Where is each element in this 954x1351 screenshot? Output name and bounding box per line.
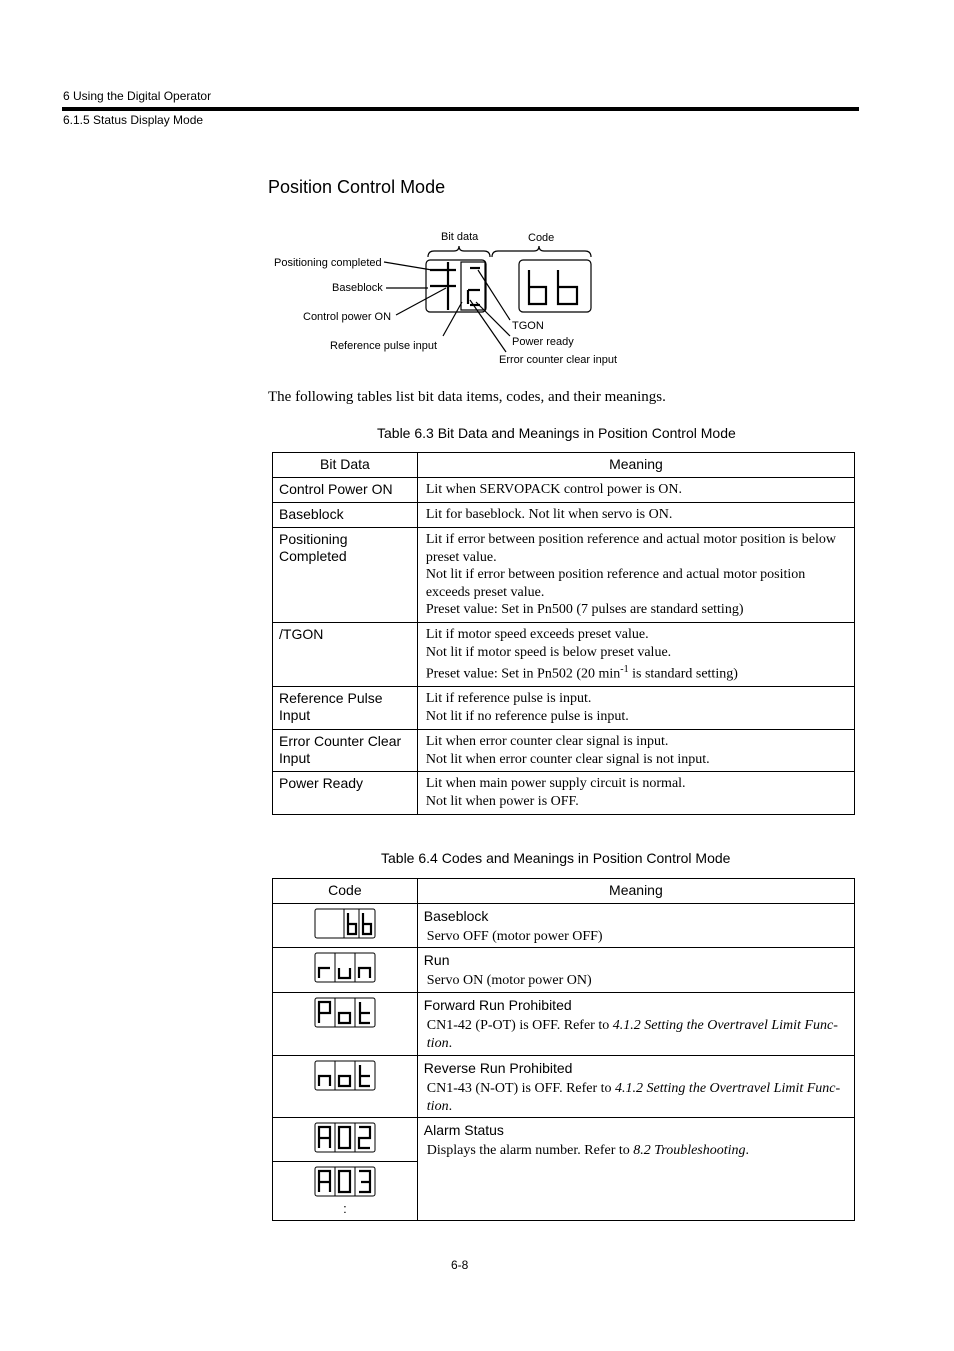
code-title: Reverse Run Prohibited xyxy=(423,1060,573,1076)
table1-caption: Table 6.3 Bit Data and Meanings in Position Control Mode xyxy=(377,425,736,441)
code-meaning xyxy=(417,1118,854,1221)
bit-meaning xyxy=(417,503,854,528)
header-bit-data: Bit Data xyxy=(273,453,418,478)
code-meaning xyxy=(417,904,854,948)
bit-item: Positioning Completed xyxy=(273,528,418,623)
code-description: CN1-42 (P-OT) is OFF. Refer to 4.1.2 Setting the Overtravel Limit Func-tion. xyxy=(426,1018,838,1051)
meaning-line: Not lit when power is OFF. xyxy=(425,793,579,809)
section-title: Position Control Mode xyxy=(268,177,446,197)
bit-meaning xyxy=(417,687,854,730)
meaning-line: Lit if error between position reference and actual motor position is below preset value. xyxy=(425,532,836,565)
meaning-line: Preset value: Set in Pn500 (7 pulses are standard setting) xyxy=(425,602,744,617)
code-meaning xyxy=(417,1056,854,1118)
code-label: Code xyxy=(528,232,555,244)
label-control-power-on: Control power ON xyxy=(303,311,392,323)
label-power-ready: Power ready xyxy=(512,336,574,348)
code-title: Baseblock xyxy=(423,908,489,924)
code-a03-display-icon xyxy=(314,1166,376,1198)
code-not-display-icon xyxy=(314,1060,376,1092)
code-run-display-icon xyxy=(314,952,376,984)
code-meaning xyxy=(417,993,854,1056)
diagram-lines xyxy=(0,0,954,380)
section-header: 6.1.5 Status Display Mode xyxy=(63,113,204,127)
code-description: CN1-43 (N-OT) is OFF. Refer to 4.1.2 Setting the Overtravel Limit Func-tion. xyxy=(426,1081,841,1114)
code-cell xyxy=(273,1118,418,1162)
code-cell xyxy=(273,993,418,1056)
chapter-header: 6 Using the Digital Operator xyxy=(63,89,212,103)
meaning-line: Not lit when error counter clear signal is not input. xyxy=(425,751,710,767)
label-error-counter-clear-input: Error counter clear input xyxy=(499,354,617,366)
code-title: Forward Run Prohibited xyxy=(423,997,572,1013)
bit-data-label: Bit data xyxy=(441,231,479,243)
meaning-line: Lit for baseblock. Not lit when servo is ON. xyxy=(425,507,673,522)
meaning-line: Lit when main power supply circuit is normal. xyxy=(425,776,686,792)
meaning-line: Not lit if no reference pulse is input. xyxy=(425,708,629,724)
header-meaning: Meaning xyxy=(417,879,854,904)
meaning-line: Lit if reference pulse is input. xyxy=(425,691,592,707)
table2-caption: Table 6.4 Codes and Meanings in Position Control Mode xyxy=(381,850,731,866)
header-meaning: Meaning xyxy=(417,453,854,478)
meaning-line: Not lit if error between position reference and actual motor position exceeds preset value. xyxy=(425,567,806,600)
meaning-line: Lit when error counter clear signal is input. xyxy=(425,734,669,750)
bit-meaning xyxy=(417,730,854,772)
meaning-line: Lit when SERVOPACK control power is ON. xyxy=(425,482,683,497)
bit-meaning xyxy=(417,623,854,687)
intro-text: The following tables list bit data items, codes, and their meanings. xyxy=(268,389,666,405)
bit-item: /TGON xyxy=(273,623,418,687)
meaning-line: Lit if motor speed exceeds preset value. xyxy=(425,627,649,642)
code-cell xyxy=(273,904,418,948)
bit-item: Reference Pulse Input xyxy=(273,687,418,730)
bit-meaning xyxy=(417,772,854,815)
bit-item: Control Power ON xyxy=(273,478,418,503)
code-cell xyxy=(273,1162,418,1221)
code-cell xyxy=(273,948,418,993)
bit-meaning xyxy=(417,528,854,623)
meaning-line: Not lit if motor speed is below preset value. xyxy=(425,644,672,660)
label-reference-pulse-input: Reference pulse input xyxy=(330,340,438,352)
bit-data-table xyxy=(272,452,855,815)
code-title: Run xyxy=(423,952,450,968)
bit-item: Baseblock xyxy=(273,503,418,528)
bit-item: Error Counter Clear Input xyxy=(273,730,418,772)
label-positioning-completed: Positioning completed xyxy=(274,257,382,269)
bit-meaning xyxy=(417,478,854,503)
code-cell xyxy=(273,1056,418,1118)
code-description: Displays the alarm number. Refer to 8.2 Troubleshooting. xyxy=(426,1143,750,1158)
code-description: Servo ON (motor power ON) xyxy=(426,973,592,988)
code-pot-display-icon xyxy=(314,997,376,1029)
code-bb-display-icon xyxy=(314,908,376,940)
code-description: Servo OFF (motor power OFF) xyxy=(426,929,603,944)
codes-table xyxy=(272,878,855,1221)
continuation-mark: : xyxy=(343,1201,347,1216)
code-a02-display-icon xyxy=(314,1122,376,1154)
code-meaning xyxy=(417,948,854,993)
page-number: 6-8 xyxy=(451,1258,469,1272)
meaning-line: Preset value: Set in Pn502 (20 $\min^{-1}$ is standard setting) xyxy=(425,664,738,682)
label-baseblock: Baseblock xyxy=(332,282,383,294)
label-tgon: TGON xyxy=(512,320,544,332)
bit-item: Power Ready xyxy=(273,772,418,815)
header-code: Code xyxy=(273,879,418,904)
code-title: Alarm Status xyxy=(423,1122,504,1138)
